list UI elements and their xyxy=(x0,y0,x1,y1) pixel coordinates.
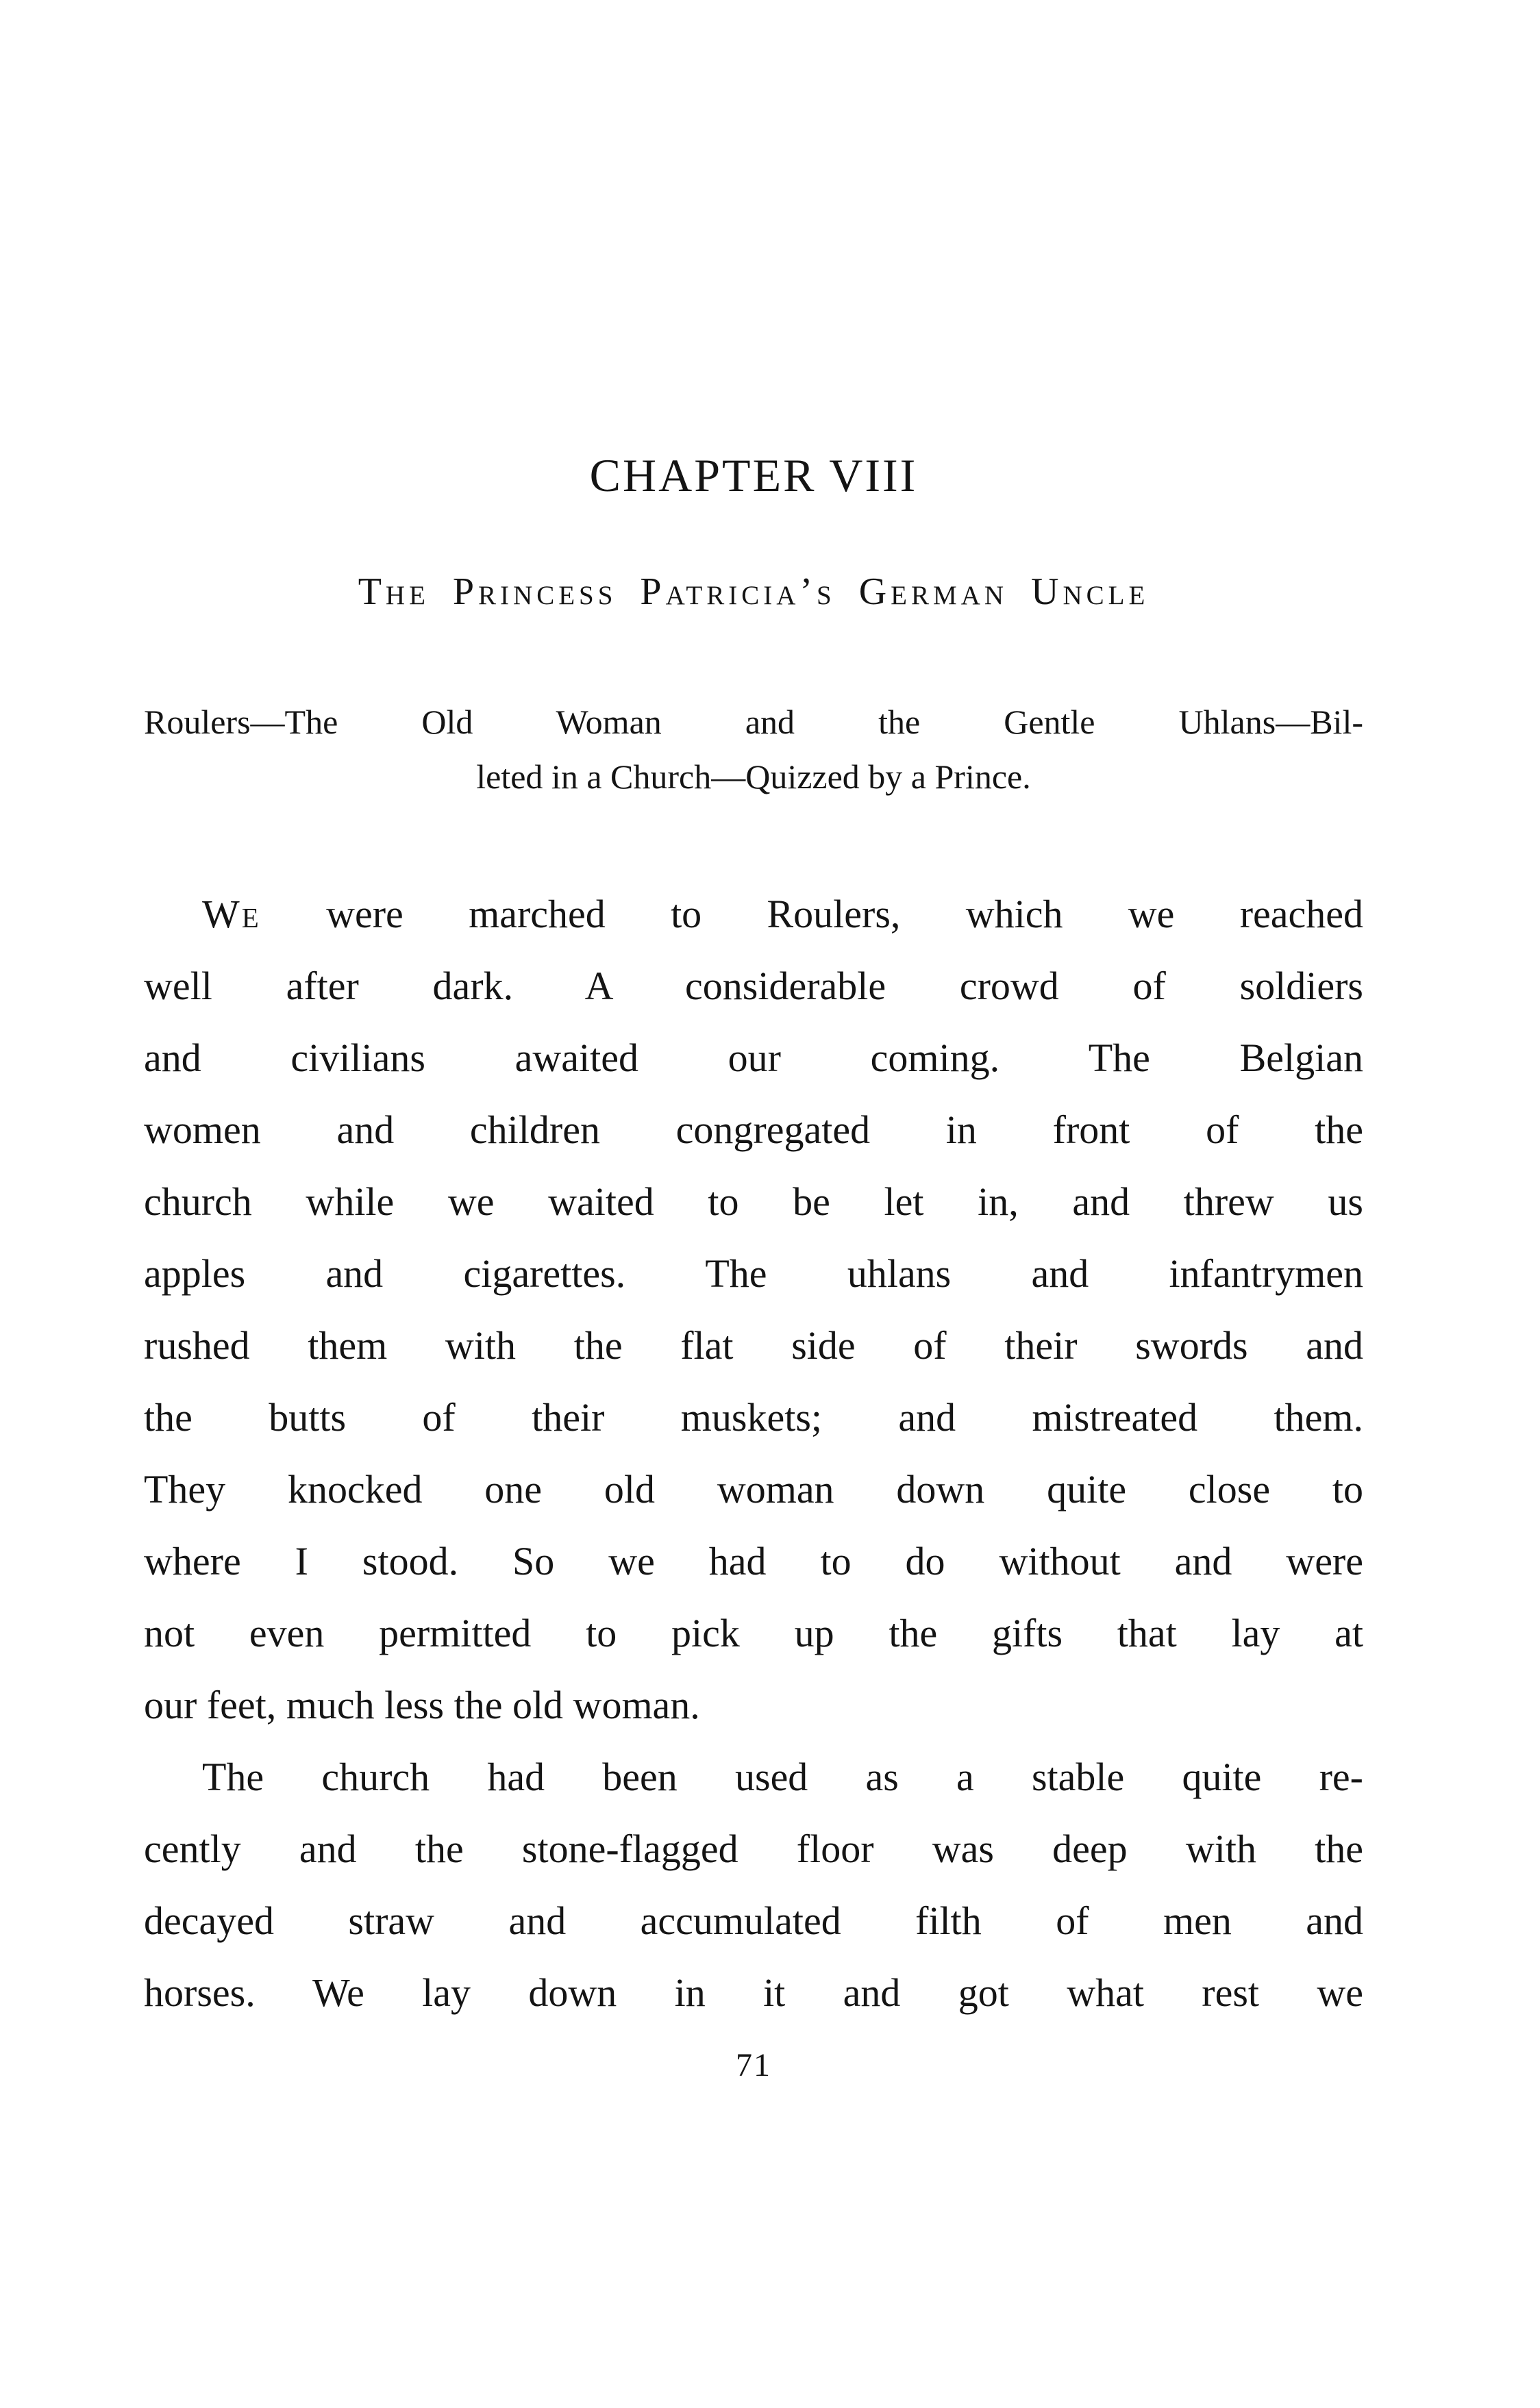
body-line: church while we waited to be let in, and threw us xyxy=(144,1179,1363,1224)
body-line-text: were marched to Roulers, which we reached xyxy=(260,892,1363,936)
body-line: rushed them with the flat side of their swords and xyxy=(144,1323,1363,1368)
body-line: The church had been used as a stable quite re- xyxy=(202,1755,1363,1799)
chapter-title: CHAPTER VIII xyxy=(589,449,918,501)
body-line: decayed straw and accumulated filth of men and xyxy=(144,1898,1363,1943)
chapter-subtitle: The Princess Patricia’s German Uncle xyxy=(358,570,1150,613)
body-line: horses. We lay down in it and got what rest we xyxy=(144,1970,1363,2015)
chapter-summary xyxy=(144,694,1363,804)
paragraph-lead: We xyxy=(202,892,261,936)
body-line: the butts of their muskets; and mistreated them. xyxy=(144,1395,1363,1440)
summary-line: leted in a Church—Quizzed by a Prince. xyxy=(476,757,1031,796)
body-line: not even permitted to pick up the gifts that lay at xyxy=(144,1611,1363,1655)
body-line: where I stood. So we had to do without and were xyxy=(144,1539,1363,1583)
body-text xyxy=(144,878,1363,2029)
body-line: our feet, much less the old woman. xyxy=(144,1683,700,1727)
page-number: 71 xyxy=(736,2047,771,2083)
body-line: apples and cigarettes. The uhlans and infantrymen xyxy=(144,1251,1363,1296)
body-line: cently and the stone-flagged floor was deep with the xyxy=(144,1827,1363,1871)
summary-line: Roulers—The Old Woman and the Gentle Uhlans—Bil- xyxy=(144,703,1363,741)
text-column xyxy=(144,449,1363,2084)
body-line: women and children congregated in front of the xyxy=(144,1107,1363,1152)
body-line: They knocked one old woman down quite close to xyxy=(144,1467,1363,1512)
body-line xyxy=(144,878,1363,950)
body-line: well after dark. A considerable crowd of soldiers xyxy=(144,964,1363,1008)
body-line: and civilians awaited our coming. The Belgian xyxy=(144,1036,1363,1080)
